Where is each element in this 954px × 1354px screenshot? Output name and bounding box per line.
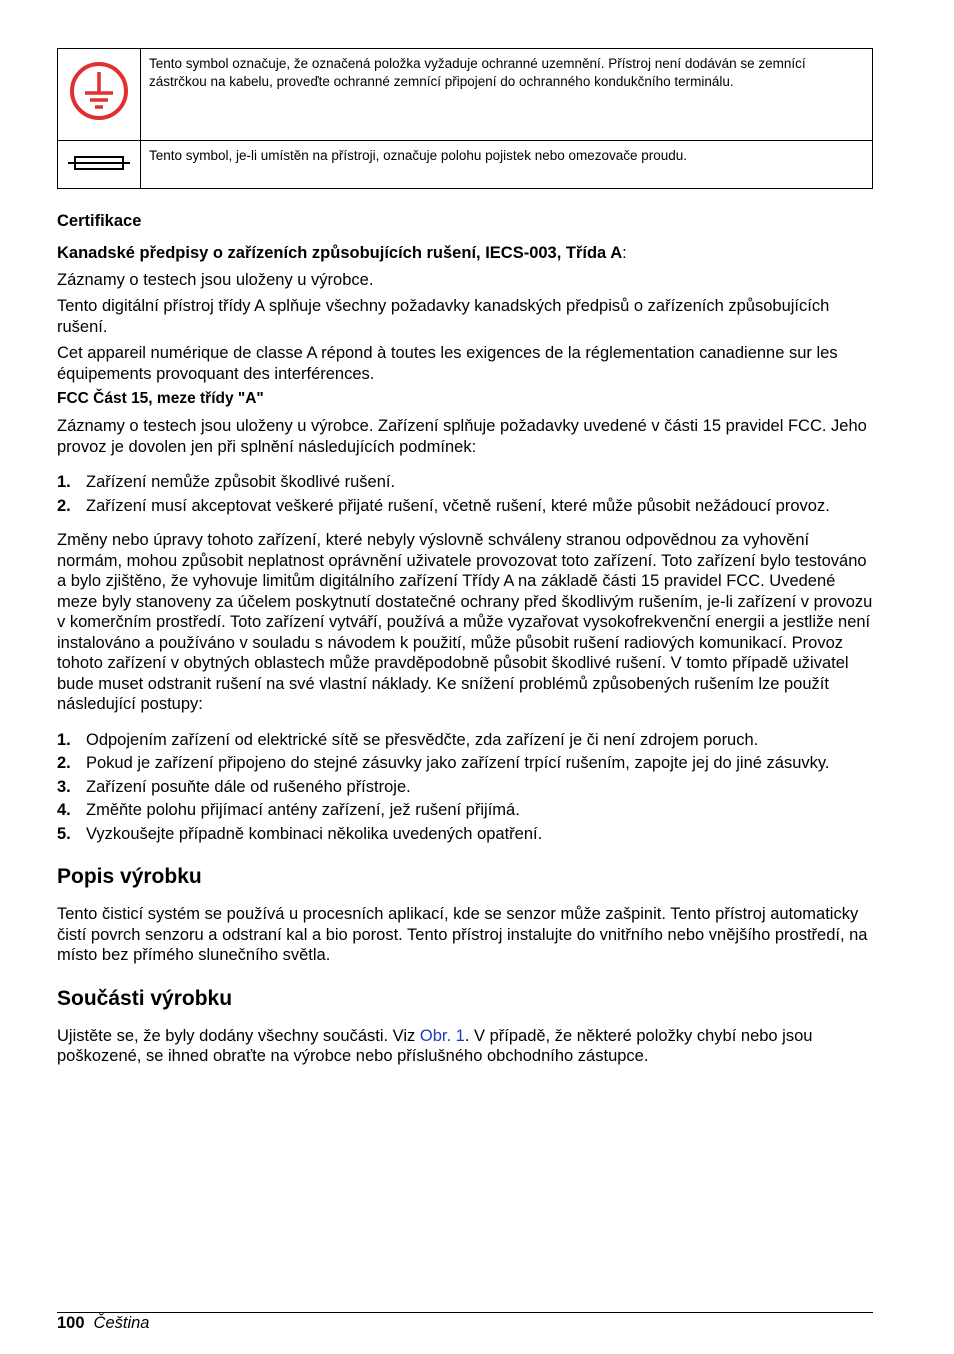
footer-divider	[57, 1312, 873, 1313]
list-number: 1.	[57, 730, 71, 749]
conditions-list	[57, 472, 873, 516]
symbol-icon-cell	[58, 141, 141, 189]
text-before-link: Ujistěte se, že byly dodány všechny součásti. Viz	[57, 1026, 420, 1045]
list-text: Zařízení posuňte dále od rušeného přístroje.	[86, 777, 411, 796]
list-item	[57, 800, 873, 821]
paragraph: Cet appareil numérique de classe A répond à toutes les exigences de la réglementation canadienne sur les équipements provoquant des interférences.	[57, 344, 838, 383]
paragraph: Záznamy o testech jsou uloženy u výrobce. Zařízení splňuje požadavky uvedené v části 15 pravidel FCC. Jeho provoz je dovolen jen při splnění následujících podmínek:	[57, 417, 867, 456]
list-number: 2.	[57, 496, 71, 515]
section-heading-popis: Popis výrobku	[57, 865, 202, 888]
section-heading-certifikace: Certifikace	[57, 212, 142, 230]
fuse-icon	[67, 153, 131, 173]
canada-heading-colon: :	[622, 244, 627, 262]
list-text: Pokud je zařízení připojeno do stejné zásuvky jako zařízení trpící rušením, zapojte jej do jiné zásuvky.	[86, 754, 830, 772]
canada-heading	[57, 243, 873, 264]
section-heading-soucasti: Součásti výrobku	[57, 986, 233, 1010]
symbol-row-fuse	[58, 141, 873, 189]
paragraph: Tento čisticí systém se používá u procesních aplikací, kde se senzor může zašpinit. Tento přístroj automaticky čistí povrch senzoru a odstraní kal a bio porost. Tento přístroj instalujte do vnitřního nebo vnějšího prostředí, na místo bez přímého slunečního světla.	[57, 905, 868, 964]
paragraph: Změny nebo úpravy tohoto zařízení, které nebyly výslovně schváleny stranou odpovědnou za vyhovění normám, mohou způsobit neplatnost oprávnění uživatele provozovat toto zařízení. Toto zařízení bylo testováno a bylo zjištěno, že vyhovuje limitům digitálního zařízení Třídy A na základě části 15 pravidel FCC. Uvedené meze byly stanoveny za účelem poskytnutí dostatečné ochrany před škodlivým rušením, je-li zařízení v provozu v komerčním prostředí. Toto zařízení vytváří, používá a může vyzařovat vysokofrekvenční energii a jestliže není instalováno a používáno v souladu s návodem k použití, může působit rušení radiových komunikací. Provoz tohoto zařízení v obytných oblastech může pravděpodobně působit škodlivé rušení. V tomto případě uživatel bude muset odstranit rušení na své vlastní náklady. Ke snížení problémů způsobených rušením lze použít následující postupy:	[57, 531, 873, 713]
footer-language: Čeština	[93, 1314, 150, 1332]
list-item	[57, 753, 873, 774]
fcc-heading: FCC Část 15, meze třídy "A"	[57, 390, 264, 407]
list-number: 4.	[57, 801, 71, 819]
paragraph: Záznamy o testech jsou uloženy u výrobce.	[57, 270, 374, 289]
list-text: Odpojením zařízení od elektrické sítě se přesvědčte, zda zařízení je či není zdrojem poruch.	[86, 730, 759, 749]
list-item	[57, 777, 873, 798]
paragraph: Tento digitální přístroj třídy A splňuje všechny požadavky kanadských předpisů o zařízeních způsobujících rušení.	[57, 297, 830, 336]
list-item	[57, 472, 873, 493]
list-number: 5.	[57, 824, 71, 843]
list-text: Vyzkoušejte případně kombinaci několika uvedených opatření.	[86, 824, 543, 843]
text-after-link: . V případě, že některé položky chybí nebo jsou poškozené, se ihned obraťte na výrobce nebo příslušného obchodního zástupce.	[57, 1026, 813, 1065]
symbol-description: Tento symbol označuje, že označená položka vyžaduje ochranné uzemnění. Přístroj není dodáván se zemnící zástrčkou na kabelu, proveďte ochranné zemnící připojení do ochranného kondukčního terminálu.	[141, 49, 873, 141]
symbol-icon-cell	[58, 49, 141, 141]
list-item	[57, 730, 873, 751]
footer	[57, 1313, 149, 1333]
page-number: 100	[57, 1314, 85, 1332]
list-text: Zařízení nemůže způsobit škodlivé rušení.	[86, 473, 396, 491]
list-number: 1.	[57, 473, 71, 491]
list-text: Zařízení musí akceptovat veškeré přijaté rušení, včetně rušení, které může působit nežádoucí provoz.	[86, 496, 830, 515]
list-item	[57, 496, 873, 517]
protective-earth-ground-icon	[68, 60, 130, 122]
steps-list	[57, 730, 873, 845]
symbol-description: Tento symbol, je-li umístěn na přístroji, označuje polohu pojistek nebo omezovače proudu.	[141, 141, 873, 189]
list-text: Změňte polohu přijímací antény zařízení, jež rušení přijímá.	[86, 801, 520, 819]
list-number: 3.	[57, 777, 71, 796]
paragraph	[57, 1026, 873, 1067]
canada-heading-text: Kanadské předpisy o zařízeních způsobujících rušení, IECS-003, Třída A	[57, 244, 623, 262]
symbols-table	[57, 48, 873, 189]
list-number: 2.	[57, 754, 71, 772]
list-item	[57, 824, 873, 845]
figure-link[interactable]: Obr. 1	[419, 1026, 465, 1045]
symbol-row-ground	[58, 49, 873, 141]
page-content	[57, 48, 873, 1067]
